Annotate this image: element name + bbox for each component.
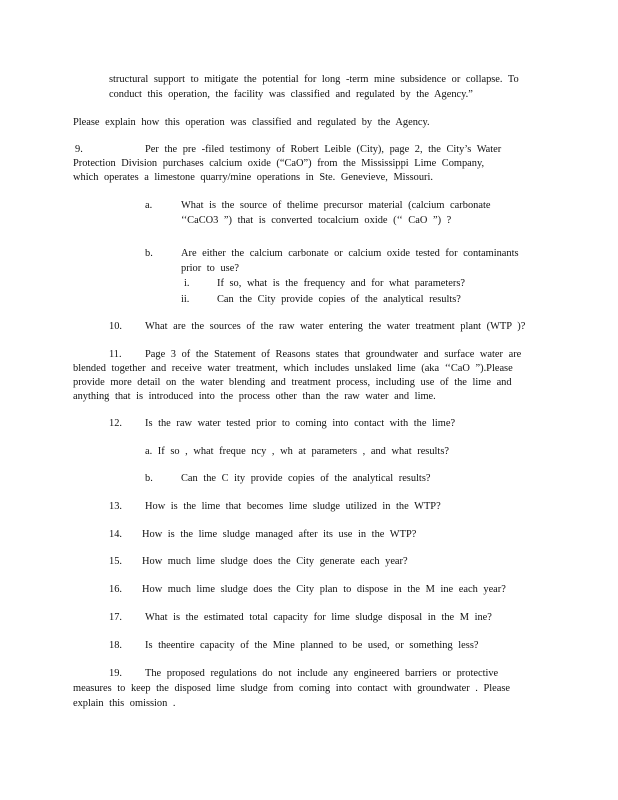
q15-number: 15.	[109, 556, 122, 567]
q9b-line-1: Are either the calcium carbonate or calcium oxide tested for contaminants	[181, 248, 519, 259]
q12-number: 12.	[109, 418, 122, 429]
q10-number: 10.	[109, 321, 122, 332]
intro-line-1: structural support to mitigate the potential for long -term mine subsidence or collapse. To	[109, 74, 519, 85]
explain-request: Please explain how this operation was classified and regulated by the Agency.	[73, 117, 430, 128]
q9a-line-1: What is the source of thelime precursor material (calcium carbonate	[181, 200, 491, 211]
q16-number: 16.	[109, 584, 122, 595]
q11-line-3: provide more detail on the water blending and treatment process, including use of the lime and	[73, 377, 512, 388]
q9-line-3: which operates a limestone quarry/mine operations in Ste. Genevieve, Missouri.	[73, 172, 433, 183]
q15-text: How much lime sludge does the City generate each year?	[142, 556, 408, 567]
q19-line-2: measures to keep the disposed lime sludge from coming into contact with groundwater . Please	[73, 683, 511, 694]
q9-number: 9.	[75, 144, 83, 155]
q11-number: 11.	[109, 349, 122, 360]
q16-text: How much lime sludge does the City plan to dispose in the M ine each year?	[142, 584, 506, 595]
q11-line-4: anything that is introduced into the process other than the raw water and lime.	[73, 391, 436, 402]
q9b-ii-label: ii.	[181, 294, 190, 305]
q11-line-2: blended together and receive water treatment, which includes unslaked lime (aka ‘‘CaO ”).Please	[73, 363, 513, 374]
q12b-label: b.	[145, 473, 153, 484]
q9b-label: b.	[145, 248, 153, 259]
q12a-text: a. If so , what freque ncy , wh at parameters , and what results?	[145, 446, 449, 457]
q17-text: What is the estimated total capacity for lime sludge disposal in the M ine?	[145, 612, 492, 623]
q13-number: 13.	[109, 501, 122, 512]
q9a-line-2: ‘‘CaCO3 ”) that is converted tocalcium oxide (‘‘ CaO ”) ?	[181, 215, 452, 226]
q9b-i-text: If so, what is the frequency and for what parameters?	[217, 278, 465, 289]
q9b-line-2: prior to use?	[181, 263, 239, 274]
q9b-ii-text: Can the City provide copies of the analytical results?	[217, 294, 461, 305]
q14-text: How is the lime sludge managed after its use in the WTP?	[142, 529, 417, 540]
q9-line-2: Protection Division purchases calcium oxide (“CaO”) from the Mississippi Lime Company,	[73, 158, 485, 169]
q13-text: How is the lime that becomes lime sludge utilized in the WTP?	[145, 501, 441, 512]
q19-line-3: explain this omission .	[73, 698, 176, 709]
q18-number: 18.	[109, 640, 122, 651]
q9-line-1: Per the pre -filed testimony of Robert Leible (City), page 2, the City’s Water	[145, 144, 502, 155]
q10-text: What are the sources of the raw water entering the water treatment plant (WTP )?	[145, 321, 526, 332]
q12b-text: Can the C ity provide copies of the analytical results?	[181, 473, 431, 484]
q14-number: 14.	[109, 529, 122, 540]
q19-number: 19.	[109, 668, 122, 679]
q11-line-1: Page 3 of the Statement of Reasons states that groundwater and surface water are	[145, 349, 522, 360]
q12-text: Is the raw water tested prior to coming into contact with the lime?	[145, 418, 456, 429]
q9a-label: a.	[145, 200, 153, 211]
intro-line-2: conduct this operation, the facility was classified and regulated by the Agency.”	[109, 89, 473, 100]
q17-number: 17.	[109, 612, 122, 623]
q9b-i-label: i.	[184, 278, 190, 289]
q19-line-1: The proposed regulations do not include any engineered barriers or protective	[145, 668, 499, 679]
q18-text: Is theentire capacity of the Mine planned to be used, or something less?	[145, 640, 479, 651]
